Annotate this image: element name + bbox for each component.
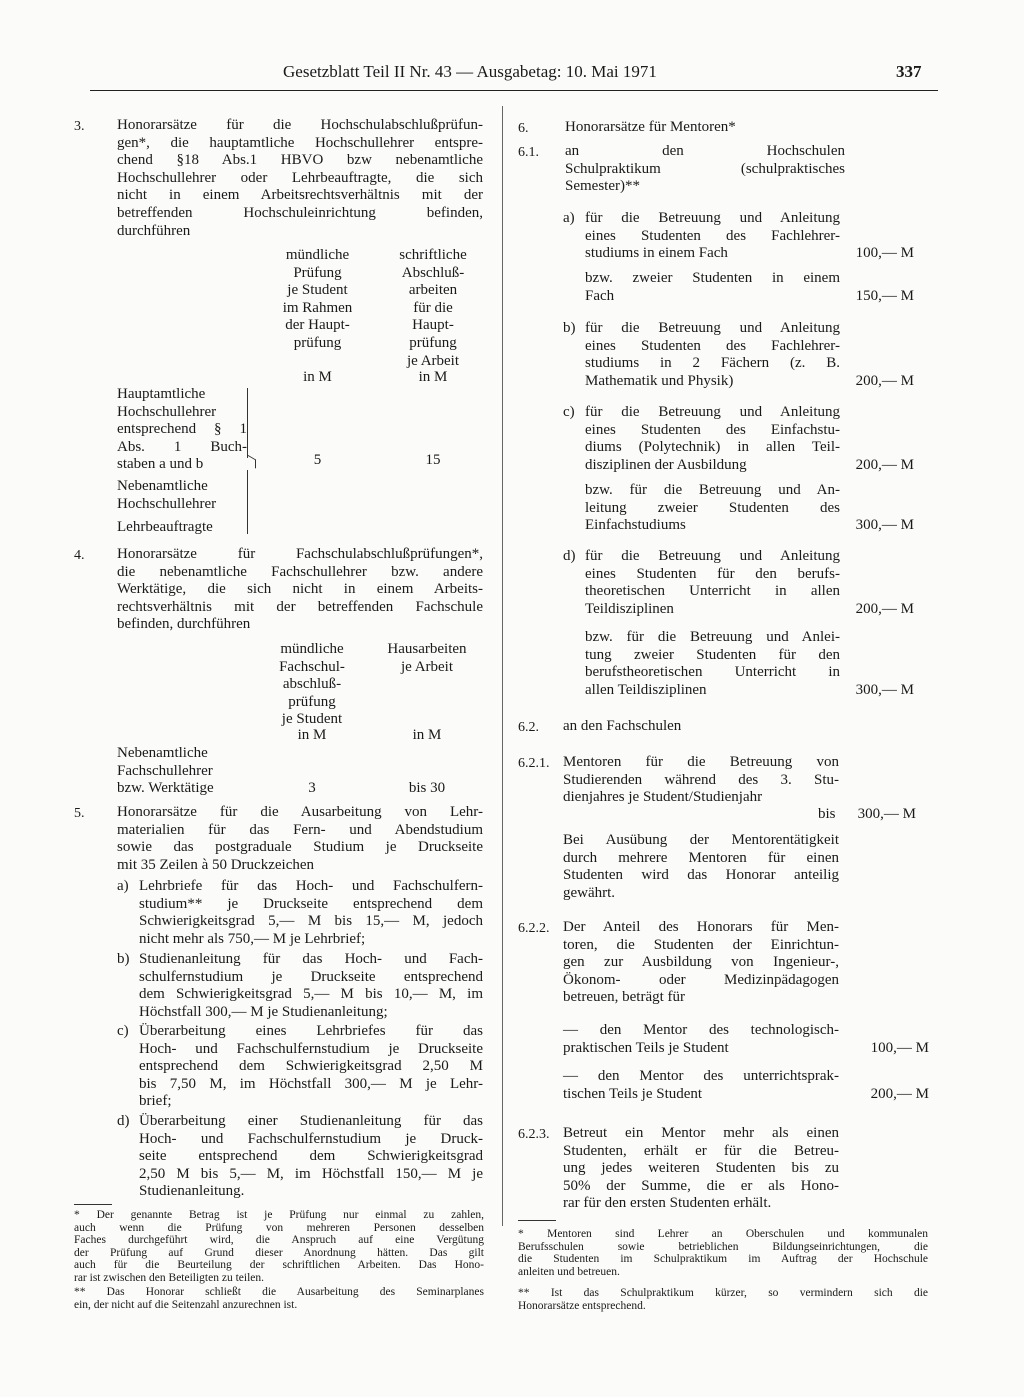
- text-line: Werktätige, die sich nicht in einem Arbeits-: [117, 581, 483, 598]
- text-line: Honorarsätze für die Ausarbeitung von Lehr-: [117, 804, 483, 820]
- text-line: Betreut ein Mentor mehr als einen: [563, 1125, 839, 1141]
- text-line: Honorarsätze für Fachschulabschlußprüfungen*,: [117, 546, 483, 562]
- text-line: gen*, die hauptamtliche Hochschullehrer entspre-: [117, 134, 483, 151]
- text-line: Studenten wird das Honorar anteilig: [563, 867, 839, 884]
- section-3-text: [117, 117, 483, 240]
- text-line: der Prüfung auf Grund dieser Anordnung hätten. Das gilt: [74, 1246, 484, 1259]
- text-line: praktischen Teils je Student: [563, 1039, 729, 1056]
- text-line: für die Betreuung und Anleitung: [585, 210, 840, 226]
- text-line: je Arbeit: [400, 658, 454, 675]
- section-number: 6.1.: [518, 145, 539, 160]
- text-line: rechtsverhältnis mit der betreffenden Fachschule: [117, 598, 483, 615]
- brace-bottom: [247, 470, 249, 534]
- brace-point: [247, 454, 256, 468]
- text-line: Honorarsätze für die Hochschulabschlußprüfun-: [117, 117, 483, 133]
- section-6-1-text: [565, 143, 845, 196]
- col-header-oral: [270, 247, 365, 353]
- text-line: — den Mentor des technologisch-: [563, 1022, 839, 1038]
- text-line: disziplinen der Ausbildung: [585, 456, 747, 473]
- text-line: der Haupt-: [285, 317, 350, 334]
- amount: 300,— M: [857, 806, 916, 822]
- footnote-2: [74, 1286, 484, 1311]
- text-line: dienjahres je Student/Studienjahr: [563, 789, 763, 806]
- text-line: Studienanleitung für das Hoch- und Fach-: [139, 951, 483, 967]
- col-unit-fs-1: in M: [297, 727, 327, 743]
- text-line: diums (Polytechnik) in allen Teil-: [585, 439, 840, 456]
- value-written: 15: [425, 452, 441, 468]
- item-d-text: [139, 1113, 483, 1201]
- bis-label: bis: [818, 806, 836, 822]
- text-line: Hochschullehrer: [117, 403, 217, 420]
- text-line: sowie das postgraduale Studium je Druckseite: [117, 839, 483, 856]
- text-line: bis 7,50 M, im Höchstfall 300,— M je Lehr-: [139, 1075, 483, 1092]
- text-line: Prüfung: [293, 264, 342, 281]
- section-number: 6.: [518, 121, 529, 136]
- text-line: Nebenamtliche: [117, 478, 208, 494]
- item-c-text: [139, 1023, 483, 1111]
- mentor-item-text: [585, 404, 840, 474]
- section-6-2-text: an den Fachschulen: [563, 718, 682, 734]
- text-line: die Studenten im Schulpraktikum im Auftrag der Hochschule: [518, 1253, 928, 1265]
- text-line: Lehrbriefe für das Hoch- und Fachschulfern-: [139, 878, 483, 894]
- value-fs-homework: bis 30: [408, 780, 446, 796]
- text-line: ** Das Honorar schließt die Ausarbeitung des Seminarplanes: [74, 1286, 484, 1298]
- text-line: Studenten, erhält er für die Betreu-: [563, 1142, 839, 1159]
- text-line: staben a und b: [117, 456, 204, 473]
- text-line: entsprechend § 1: [117, 421, 247, 438]
- text-line: eines Studenten des Einfachstu-: [585, 421, 840, 438]
- text-line: Hoch- und Fachschulfernstudium je Druckseite: [139, 1040, 483, 1057]
- text-line: Fachschul-: [279, 658, 345, 675]
- text-line: ein, der nicht auf die Seitenzahl anzurechnen ist.: [74, 1298, 298, 1311]
- text-line: Abs. 1 Buch-: [117, 438, 247, 455]
- text-line: durchführen: [117, 222, 191, 239]
- section-number: 6.2.2.: [518, 921, 550, 936]
- text-line: Hauptamtliche: [117, 386, 206, 402]
- text-line: befinden, durchführen: [117, 616, 251, 633]
- col-header-homework: [372, 641, 482, 676]
- text-line: für die Betreuung und Anleitung: [585, 548, 840, 564]
- header-rule: [90, 90, 938, 91]
- text-line: studiums in 2 Fächern (z. B.: [585, 355, 840, 372]
- text-line: bzw. für die Betreuung und An-: [585, 482, 840, 498]
- amount: 300,— M: [855, 681, 914, 698]
- row-label-nebenamtlich: [117, 478, 247, 513]
- text-line: mündliche: [280, 641, 344, 657]
- text-line: gen zur Ausbildung von Ingenieur-,: [563, 954, 839, 971]
- text-line: ** Ist das Schulpraktikum kürzer, so vermindern sich die: [518, 1287, 928, 1299]
- text-line: Fachschullehrer: [117, 762, 213, 779]
- text-line: Hausarbeiten: [387, 641, 467, 657]
- text-line: Hochschullehrer oder Lehrbeauftragte, die sich: [117, 169, 483, 186]
- text-line: schulfernstudium je Druckseite entsprechend: [139, 968, 483, 985]
- text-line: 50% der Summe, die er als Hono-: [563, 1177, 839, 1194]
- text-line: Berufsschulen sowie betrieblichen Bildungseinrichtungen, die: [518, 1240, 928, 1253]
- item-label: b): [563, 320, 576, 336]
- text-line: auch wenn die Prüfung von mehreren Personen desselben: [74, 1221, 484, 1234]
- text-line: Schulpraktikum (schulpraktisches: [565, 160, 845, 177]
- text-line: bzw. zweier Studenten in einem: [585, 270, 840, 286]
- text-line: Nebenamtliche: [117, 745, 208, 761]
- mentor-item-text: [585, 548, 840, 618]
- text-line: ung jedes weiteren Studenten bis zu: [563, 1160, 839, 1177]
- text-line: Studierenden während des 3. Stu-: [563, 771, 839, 788]
- item-a-text: [139, 878, 483, 948]
- footnote-1: [74, 1209, 484, 1284]
- text-line: Überarbeitung eines Lehrbriefes für das: [139, 1023, 483, 1039]
- header-title: Gesetzblatt Teil II Nr. 43 — Ausgabetag: 10. Mai 1971: [283, 62, 657, 81]
- item-label: d): [117, 1113, 130, 1129]
- section-number: 6.2.3.: [518, 1127, 550, 1142]
- item-b-text: [139, 951, 483, 1021]
- text-line: für die: [413, 299, 453, 316]
- section-number: 6.2.1.: [518, 756, 550, 771]
- text-line: die nebenamtliche Fachschullehrer bzw. andere: [117, 563, 483, 580]
- row-label-lehrbeauftragte: Lehrbeauftragte: [117, 519, 213, 535]
- text-line: Hoch- und Fachschulfernstudium je Druck-: [139, 1130, 483, 1147]
- value-fs-oral: 3: [308, 780, 316, 796]
- text-line: Abschluß-: [401, 264, 465, 281]
- item-label: c): [117, 1023, 129, 1039]
- brace-top: [247, 388, 249, 458]
- column-divider: [502, 106, 503, 1226]
- text-line: im Rahmen: [282, 299, 353, 316]
- mentor-item-text: [585, 270, 840, 305]
- text-line: Hochschullehrer: [117, 495, 217, 512]
- section-6-2-1-text: [563, 754, 839, 807]
- footnote-rule: [518, 1220, 556, 1221]
- col-unit-2: in M: [418, 369, 448, 385]
- text-line: arbeiten: [408, 282, 458, 299]
- text-line: nicht mehr als 750,— M je Lehrbrief;: [139, 930, 366, 947]
- text-line: eines Studenten des Fachlehrer-: [585, 227, 840, 244]
- text-line: entsprechend dem Schwierigkeitsgrad 2,50 M: [139, 1058, 483, 1075]
- text-line: je Arbeit: [406, 352, 460, 369]
- text-line: eines Studenten für den berufs-: [585, 565, 840, 582]
- text-line: auch für die Beurteilung der schriftlichen Arbeiten. Das Hono-: [74, 1259, 484, 1271]
- text-line: Höchstfall 300,— M je Studienanleitung;: [139, 1003, 388, 1020]
- row-label-fachschule: [117, 745, 257, 798]
- section-6-2-3-text: [563, 1125, 839, 1213]
- mentor-item-text: [585, 629, 840, 699]
- text-line: rar ist zwischen den Beteiligten zu teilen.: [74, 1271, 265, 1284]
- dash-item-2: [563, 1068, 839, 1103]
- mentor-item-text: [585, 482, 840, 535]
- text-line: je Student: [281, 711, 343, 728]
- text-line: leitung zweier Studenten des: [585, 499, 840, 516]
- row-label-hauptamtlich: [117, 386, 247, 474]
- text-line: prüfung: [409, 334, 457, 351]
- value-oral: 5: [313, 452, 322, 468]
- footnote-mentor-2: [518, 1287, 928, 1312]
- text-line: mit 35 Zeilen à 50 Druckzeichen: [117, 856, 315, 873]
- text-line: Faches durchgeführt wird, die Anspruch auf eine Vergütung: [74, 1234, 484, 1246]
- text-line: Der Anteil des Honorars für Men-: [563, 919, 839, 935]
- text-line: materialien für das Fern- und Abendstudium: [117, 821, 483, 838]
- text-line: betreuen, beträgt für: [563, 989, 686, 1006]
- text-line: an den Hochschulen: [565, 143, 845, 159]
- text-line: dem Schwierigkeitsgrad 5,— M bis 10,— M, im: [139, 986, 483, 1003]
- section-number: 3.: [74, 119, 85, 134]
- text-line: brief;: [139, 1093, 172, 1110]
- amount: 100,— M: [870, 1040, 929, 1056]
- text-line: gewährt.: [563, 884, 616, 901]
- text-line: bzw. für die Betreuung und Anlei-: [585, 629, 840, 645]
- text-line: Einfachstudiums: [585, 517, 686, 534]
- page-number: 337: [896, 62, 922, 81]
- text-line: rar für den ersten Studenten erhält.: [563, 1195, 772, 1212]
- amount: 150,— M: [855, 287, 914, 304]
- item-label: c): [563, 404, 575, 420]
- col-header-oral-fs: [262, 641, 362, 729]
- text-line: studium** je Druckseite entsprechend dem: [139, 895, 483, 912]
- page-header: [0, 62, 1024, 92]
- text-line: je Student: [287, 282, 348, 299]
- text-line: für die Betreuung und Anleitung: [585, 320, 840, 336]
- text-line: seite entsprechend dem Schwierigkeitsgrad: [139, 1148, 483, 1165]
- text-line: eines Studenten des Fachlehrer-: [585, 337, 840, 354]
- section-6-text: Honorarsätze für Mentoren*: [565, 119, 736, 135]
- text-line: toren, die Studenten der Einrichtun-: [563, 936, 839, 953]
- text-line: * Der genannte Betrag ist je Prüfung nur einmal zu zahlen,: [74, 1209, 484, 1221]
- text-line: Bei Ausübung der Mentorentätigkeit: [563, 832, 839, 848]
- mentor-item-text: [585, 210, 840, 263]
- section-number: 4.: [74, 548, 85, 563]
- text-line: tischen Teils je Student: [563, 1085, 703, 1102]
- footnote-mentor-1: [518, 1228, 928, 1278]
- text-line: Studienanleitung.: [139, 1183, 245, 1200]
- amount: 300,— M: [855, 517, 914, 534]
- text-line: berufstheoretischen Unterricht in: [585, 664, 840, 681]
- text-line: studiums in einem Fach: [585, 245, 728, 262]
- section-4-text: [117, 546, 483, 634]
- text-line: Schwierigkeitsgrad 5,— M bis 15,— M, jedoch: [139, 913, 483, 930]
- item-label: d): [563, 548, 576, 564]
- footnote-rule: [74, 1204, 112, 1205]
- text-line: Fach: [585, 287, 615, 304]
- amount: 100,— M: [855, 245, 914, 262]
- amount: 200,— M: [870, 1086, 929, 1102]
- text-line: Mathematik und Physik): [585, 372, 734, 389]
- col-unit-1: in M: [303, 369, 332, 385]
- section-6-2-2-text: [563, 919, 839, 1007]
- amount: 200,— M: [855, 372, 914, 389]
- text-line: anleiten und betreuen.: [518, 1265, 620, 1278]
- text-line: prüfung: [293, 334, 342, 351]
- text-line: Überarbeitung einer Studienanleitung für das: [139, 1113, 483, 1129]
- text-line: chend §18 Abs.1 HBVO bzw nebenamtliche: [117, 152, 483, 169]
- text-line: durch mehrere Mentoren für einen: [563, 849, 839, 866]
- text-line: nicht in einem Arbeitsrechtsverhältnis mit der: [117, 187, 483, 204]
- section-number: 5.: [74, 806, 85, 821]
- text-line: — den Mentor des unterrichtsprak-: [563, 1068, 839, 1084]
- text-line: Semester)**: [565, 178, 640, 195]
- text-line: allen Teildisziplinen: [585, 681, 707, 698]
- amount: 200,— M: [855, 456, 914, 473]
- text-line: Ökonom- oder Medizinpädagogen: [563, 971, 839, 988]
- text-line: Mentoren für die Betreuung von: [563, 754, 839, 770]
- text-line: prüfung: [288, 693, 336, 710]
- dash-item-1: [563, 1022, 839, 1057]
- text-line: Haupt-: [412, 317, 454, 334]
- item-label: a): [563, 210, 575, 226]
- text-line: Teildisziplinen: [585, 600, 674, 617]
- section-6-2-1-note: [563, 832, 839, 902]
- text-line: mündliche: [285, 247, 350, 263]
- text-line: für die Betreuung und Anleitung: [585, 404, 840, 420]
- text-line: theoretischen Unterricht in allen: [585, 583, 840, 600]
- text-line: Honorarsätze entsprechend.: [518, 1299, 646, 1312]
- text-line: betreffenden Hochschuleinrichtung befinden,: [117, 204, 483, 221]
- text-line: abschluß-: [282, 676, 342, 693]
- section-5-text: [117, 804, 483, 874]
- text-line: bzw. Werktätige: [117, 780, 214, 797]
- amount: 200,— M: [855, 600, 914, 617]
- text-line: tung zweier Studenten für den: [585, 646, 840, 663]
- mentor-item-text: [585, 320, 840, 390]
- item-label: b): [117, 951, 130, 967]
- item-label: a): [117, 878, 129, 894]
- text-line: 2,50 M bis 5,— M, im Höchstfall 150,— M je: [139, 1165, 483, 1182]
- text-line: schriftliche: [399, 247, 467, 263]
- col-unit-fs-2: in M: [412, 727, 442, 743]
- col-header-written: [383, 247, 483, 370]
- section-number: 6.2.: [518, 720, 539, 735]
- text-line: * Mentoren sind Lehrer an Oberschulen und kommunalen: [518, 1228, 928, 1240]
